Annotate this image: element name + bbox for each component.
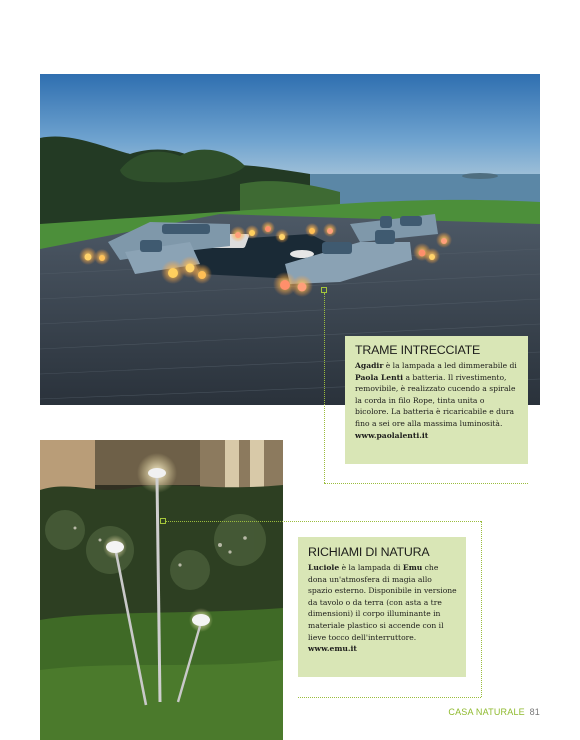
body-text: a batteria. Il rivestimento, removibile, è realizzato cucendo a spirale la corda in filo Rope, tinta unita o bicolore. La batteria è ricaricabile e dura fino a sei ore alla massima luminosità. (355, 372, 516, 428)
garden-lamps-photo (40, 440, 283, 740)
brand-name: Paola Lenti (355, 372, 404, 382)
garden-lamps-illustration (40, 440, 283, 740)
body-text: che dona un'atmosfera di magia allo spazio esterno. Disponibile in versione da tavolo o da terra (con asta a tre dimensioni) il corpo illuminante in materiale plastico si accende con il lieve tocco dell'interruttore. (308, 563, 457, 642)
leader-line-2-bottom (298, 697, 481, 698)
website-link[interactable]: www.paolalenti.it (355, 430, 429, 440)
website-link[interactable]: www.emu.it (308, 644, 357, 654)
caption-body (355, 360, 520, 430)
leader-line-2-vertical (481, 521, 482, 697)
magazine-name: CASA NATURALE (448, 707, 525, 717)
caption-richiami-di-natura (298, 537, 466, 677)
caption-body (308, 562, 458, 643)
leader-line-1-vertical (324, 293, 325, 483)
brand-name: Emu (402, 563, 423, 572)
page-folio (448, 707, 540, 717)
caption-title: TRAME INTRECCIATE (355, 343, 481, 357)
page-number: 81 (529, 707, 540, 717)
caption-title: RICHIAMI DI NATURA (308, 545, 430, 559)
product-name: Luciole (308, 563, 340, 572)
leader-line-1-horizontal (324, 483, 528, 484)
caption-trame-intrecciate (345, 336, 528, 464)
body-text: è la lampada a led dimmerabile di (383, 361, 517, 370)
body-text: è la lampada di (339, 563, 403, 572)
product-name: Agadir (355, 361, 384, 370)
leader-line-2-horizontal (166, 521, 481, 522)
